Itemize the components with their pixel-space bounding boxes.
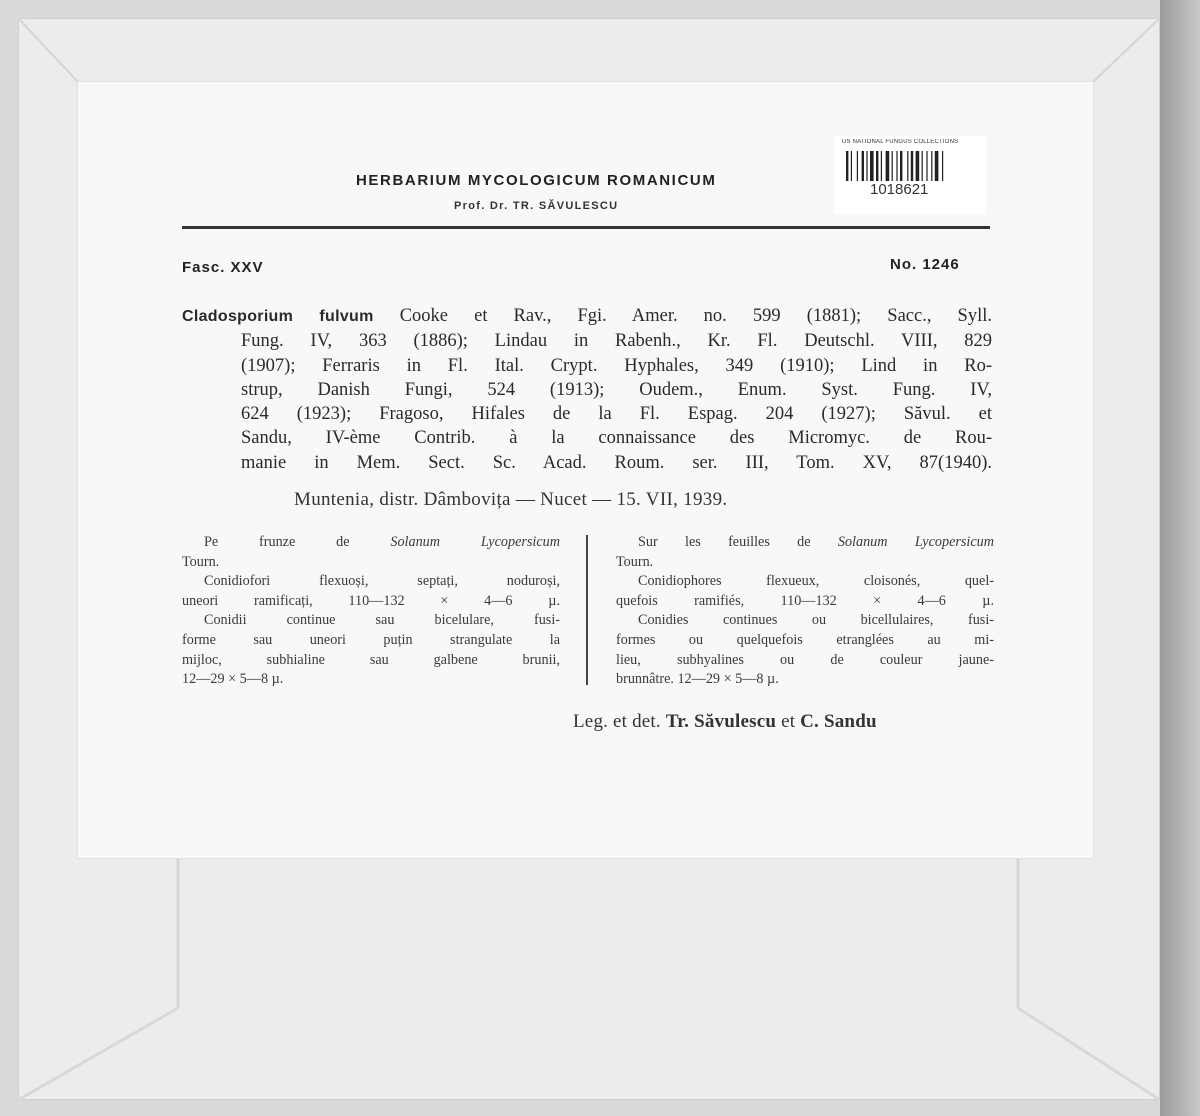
description-line: Conidii continue sau bicelulare, fusi- (204, 612, 560, 629)
description-line: brunnâtre. 12—29 × 5—8 µ. (616, 671, 779, 688)
description-line: Conidies continues ou bicellulaires, fusi- (638, 612, 994, 629)
exsiccata-number: No. 1246 (890, 256, 960, 273)
description-line: forme sau uneori puțin strangulate la (182, 631, 560, 648)
citation-line: Sandu, IV-ème Contrib. à la connaissance des Micromyc. de Rou- (241, 428, 992, 449)
collector-prefix: Leg. et det. (573, 711, 666, 732)
species-citation (182, 304, 992, 475)
header-rule (182, 226, 990, 229)
column-divider (586, 535, 588, 685)
herbarium-title: HERBARIUM MYCOLOGICUM ROMANICUM (356, 172, 717, 189)
citation-line (182, 304, 992, 329)
host-species: Solanum Lycopersicum (837, 534, 994, 550)
description-line: mijloc, subhialine sau galbene brunii, (182, 651, 560, 668)
collector-line (573, 711, 877, 733)
french-description (616, 533, 994, 690)
citation-line: 624 (1923); Fragoso, Hifales de la Fl. Espag. 204 (1927); Săvul. et (241, 404, 992, 425)
description-line: Conidiofori flexuoși, septați, noduroși, (204, 573, 560, 590)
citation-line: Fung. IV, 363 (1886); Lindau in Rabenh., Kr. Fl. Deutschl. VIII, 829 (241, 331, 992, 352)
citation-line: (1907); Ferraris in Fl. Ital. Crypt. Hyphales, 349 (1910); Lind in Ro- (241, 355, 992, 376)
herbarium-subtitle: Prof. Dr. TR. SĂVULESCU (454, 200, 619, 212)
citation-text: Cooke et Rav., Fgi. Amer. no. 599 (1881); Sacc., Syll. (373, 306, 992, 326)
description-line: quefois ramifiés, 110—132 × 4—6 µ. (616, 592, 994, 609)
host-prefix: Sur les feuilles de (638, 534, 838, 550)
barcode-caption: US NATIONAL FUNGUS COLLECTIONS (842, 139, 959, 145)
host-species: Solanum Lycopersicum (390, 534, 561, 550)
host-line (182, 533, 560, 553)
barcode-icon (846, 151, 980, 181)
description-line: lieu, subhyalines ou de couleur jaune- (616, 651, 994, 668)
description-line: uneori ramificați, 110—132 × 4—6 µ. (182, 592, 560, 609)
collector-name-2: C. Sandu (800, 711, 877, 732)
collection-locality: Muntenia, distr. Dâmbovița — Nucet — 15. VII, 1939. (294, 489, 728, 510)
host-line (616, 533, 994, 553)
host-author: Tourn. (616, 553, 654, 570)
barcode-number: 1018621 (870, 181, 929, 198)
description-line: Conidiophores flexueux, cloisonés, quel- (638, 573, 994, 590)
description-line: formes ou quelquefois etranglées au mi- (616, 631, 994, 648)
fascicle-number: Fasc. XXV (182, 259, 264, 276)
description-line: 12—29 × 5—8 µ. (182, 671, 284, 688)
collector-name-1: Tr. Săvulescu (665, 711, 777, 732)
host-prefix: Pe frunze de (204, 534, 391, 550)
collector-joiner: et (776, 711, 801, 732)
background-edge (1160, 0, 1200, 1116)
host-author: Tourn. (182, 553, 220, 570)
species-name: Cladosporium fulvum (182, 308, 374, 325)
romanian-description (182, 533, 560, 690)
citation-line: strup, Danish Fungi, 524 (1913); Oudem., Enum. Syst. Fung. IV, (241, 379, 992, 400)
citation-line: manie in Mem. Sect. Sc. Acad. Roum. ser. III, Tom. XV, 87(1940). (241, 452, 992, 473)
